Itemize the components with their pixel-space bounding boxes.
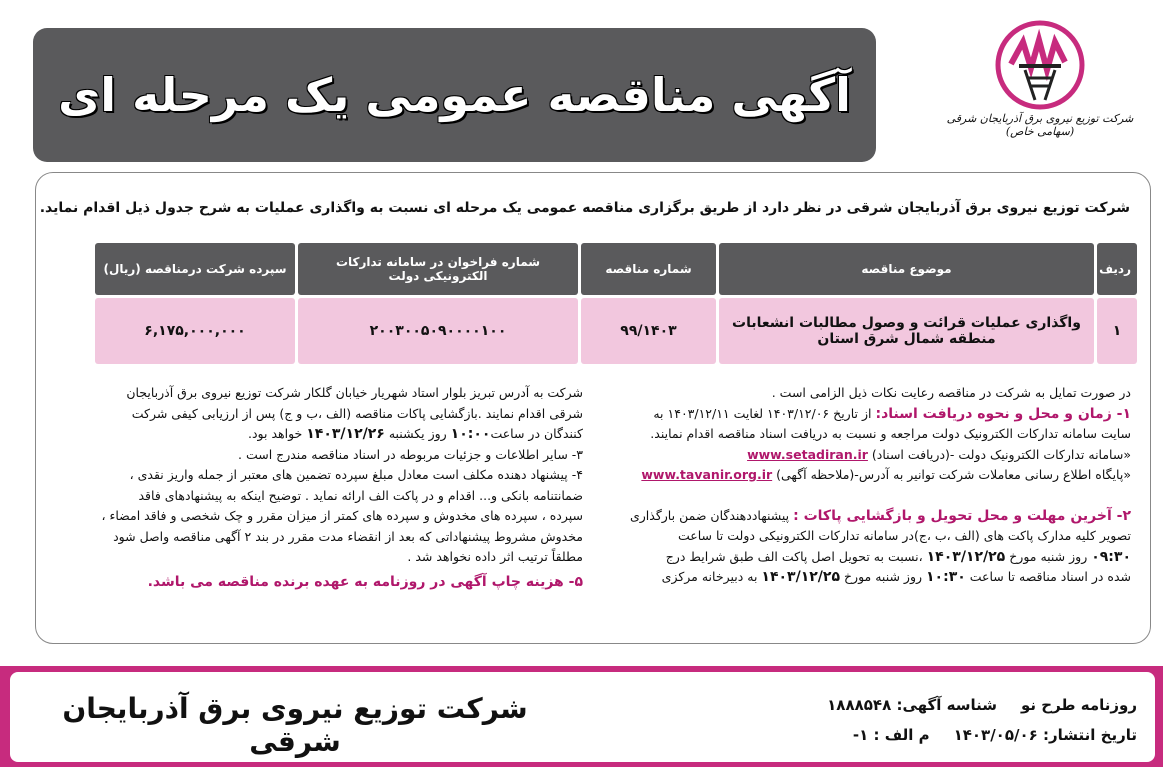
tavanir-line (596, 465, 1131, 486)
left-line-6: ضمانتنامه بانکی و... اقدام و در پاکت الف ارائه نماید . توضیح اینکه به پیشنهادهای فاقد (138, 487, 583, 503)
col-header-row: ردیف (1097, 243, 1137, 295)
cell-row: ۱ (1097, 298, 1137, 364)
header-banner (33, 28, 876, 162)
opening-text-c: خواهد بود. (248, 426, 307, 441)
table-header-row (95, 243, 1137, 295)
left-line-7: سپرده ، سپرده های مخدوش و سپرده های کمتر از میزان مقرر و چک شخصی و فاقد امضاء ، (101, 508, 583, 523)
publish-date: تاریخ انتشار: ۱۴۰۳/۰۵/۰۶ (953, 726, 1137, 744)
cell-portal-no: ۲۰۰۳۰۰۵۰۹۰۰۰۰۱۰۰ (298, 298, 578, 364)
cell-subject: واگذاری عملیات قرائت و وصول مطالبات انشعابات منطقه شمال شرق استان (719, 298, 1094, 364)
conditions-intro: در صورت تمایل به شرکت در مناقصه رعایت نکات ذیل الزامی است . (771, 385, 1131, 400)
left-line-3 (43, 424, 583, 445)
left-column (43, 383, 583, 592)
section-1-title: ۱- زمان و محل و نحوه دریافت اسناد: (875, 405, 1131, 422)
left-line-1: شرکت به آدرس تبریز بلوار استاد شهریار خیابان گلکار شرکت توزیع نیروی برق آذربایجان (126, 385, 583, 400)
section-2-title: ۲- آخرین مهلت و محل تحویل و بازگشایی پاکات : (793, 507, 1131, 524)
tavanir-link[interactable]: www.tavanir.org.ir (641, 467, 773, 482)
footer-panel (10, 672, 1155, 762)
opening-text-b: روز یکشنبه (384, 426, 451, 441)
col-header-portal-no: شماره فراخوان در سامانه تدارکات الکترونیکی دولت (298, 243, 578, 295)
ad-id: شناسه آگهی: ۱۸۸۸۵۴۸ (827, 696, 997, 714)
logo-company-name: شرکت توزیع نیروی برق آذربایجان شرقی (946, 112, 1134, 125)
section-1-text: از تاریخ ۱۴۰۳/۱۲/۰۶ لغایت ۱۴۰۳/۱۲/۱۱ به (653, 405, 876, 421)
newspaper-name: روزنامه طرح نو (1021, 696, 1137, 714)
cell-tender-no: ۹۹/۱۴۰۳ (581, 298, 716, 364)
table-row (95, 298, 1137, 364)
delivery-time: ۱۰:۳۰ (926, 569, 966, 585)
section-2-text-d: ،نسبت به تحویل اصل پاکت الف طبق شرایط درج (665, 548, 927, 564)
col-header-tender-no: شماره مناقصه (581, 243, 716, 295)
opening-date: ۱۴۰۳/۱۲/۲۶ (306, 426, 385, 442)
cell-deposit: ۶,۱۷۵,۰۰۰,۰۰۰ (95, 298, 295, 364)
delivery-date: ۱۴۰۳/۱۲/۲۵ (761, 569, 841, 585)
opening-text-a: کنندگان در ساعت (490, 426, 583, 441)
section-2-line-4 (596, 567, 1131, 588)
section-2-text-e: شده در اسناد مناقصه تا ساعت (965, 569, 1131, 584)
left-line-8: مخدوش مشروط پیشنهاداتی که بعد از انقضاء مدت مقرر در بند ۲ آگهی مناقصه واصل شود (113, 528, 583, 544)
footer-meta-row-2 (617, 720, 1137, 750)
left-line-4: ۳- سایر اطلاعات و جزئیات مربوطه در اسناد مناقصه مندرج است . (238, 446, 583, 462)
footer-meta (617, 690, 1137, 750)
ad-code: م الف : ۱- (852, 726, 930, 744)
tavanir-label: «پایگاه اطلاع رسانی معاملات شرکت توانیر به آدرس-(ملاحظه آگهی) (776, 467, 1131, 482)
logo-company-type: (سهامی خاص) (1005, 125, 1075, 138)
page-title: آگهی مناقصه عمومی یک مرحله ای (58, 68, 851, 122)
portal-label: «سامانه تدارکات الکترونیک دولت -(دریافت اسناد) (871, 446, 1131, 462)
left-line-9: مطلقاً ترتیب اثر داده نخواهد شد . (407, 549, 583, 564)
deadline-time: ۰۹:۳۰ (1091, 548, 1131, 565)
footer-company: شرکت توزیع نیروی برق آذربایجان شرقی (62, 692, 528, 758)
section-2-line-2: تصویر کلیه مدارک پاکت های (الف ،ب ،ج)در سامانه تدارکات الکترونیکی دولت تا ساعت (678, 528, 1131, 543)
section-1-line-1 (596, 404, 1131, 425)
section-2-text-g: به دبیرخانه مرکزی (661, 569, 762, 584)
section-1-line-2: سایت سامانه تدارکات الکترونیک دولت مراجعه و نسبت به دریافت اسناد مناقصه اقدام نمایند. (650, 426, 1131, 441)
col-header-subject: موضوع مناقصه (719, 243, 1094, 295)
right-column (596, 383, 1131, 588)
footer (0, 666, 1163, 767)
spacer (596, 486, 1131, 506)
left-line-2: شرقی اقدام نمایند .بازگشایی پاکات مناقصه (الف ،ب و ج) پس از ارزیابی کیفی شرکت (131, 405, 583, 421)
company-logo (935, 20, 1145, 170)
note-5: ۵- هزینه چاپ آگهی در روزنامه به عهده برنده مناقصه می باشد. (147, 573, 583, 590)
deadline-date: ۱۴۰۳/۱۲/۲۵ (926, 548, 1006, 565)
section-2-line-1 (596, 506, 1131, 527)
tender-table (92, 240, 1140, 367)
footer-meta-row-1 (617, 690, 1137, 720)
section-2-line-3 (596, 547, 1131, 568)
setadiran-link[interactable]: www.setadiran.ir (747, 446, 868, 462)
section-2-text: پیشنهاددهندگان ضمن بارگذاری (629, 507, 794, 523)
opening-time: ۱۰:۰۰ (450, 426, 491, 442)
left-line-5: ۴- پیشنهاد دهنده مکلف است معادل مبلغ سپرده تضمین های معتبر از جمله واریز نقدی ، (129, 467, 583, 482)
col-header-deposit: سپرده شرکت درمناقصه (ریال) (95, 243, 295, 295)
intro-text: شرکت توزیع نیروی برق آذربایجان شرقی در نظر دارد از طریق برگزاری مناقصه عمومی یک مرحله ای نسبت به واگذاری عملیات به شرح جدول ذیل اقدام نماید. (39, 200, 1130, 216)
section-2-text-c: روز شنبه مورخ (1005, 548, 1092, 564)
portal-line (596, 445, 1131, 466)
logo-icon (995, 20, 1085, 110)
section-2-text-f: روز شنبه مورخ (840, 569, 926, 584)
